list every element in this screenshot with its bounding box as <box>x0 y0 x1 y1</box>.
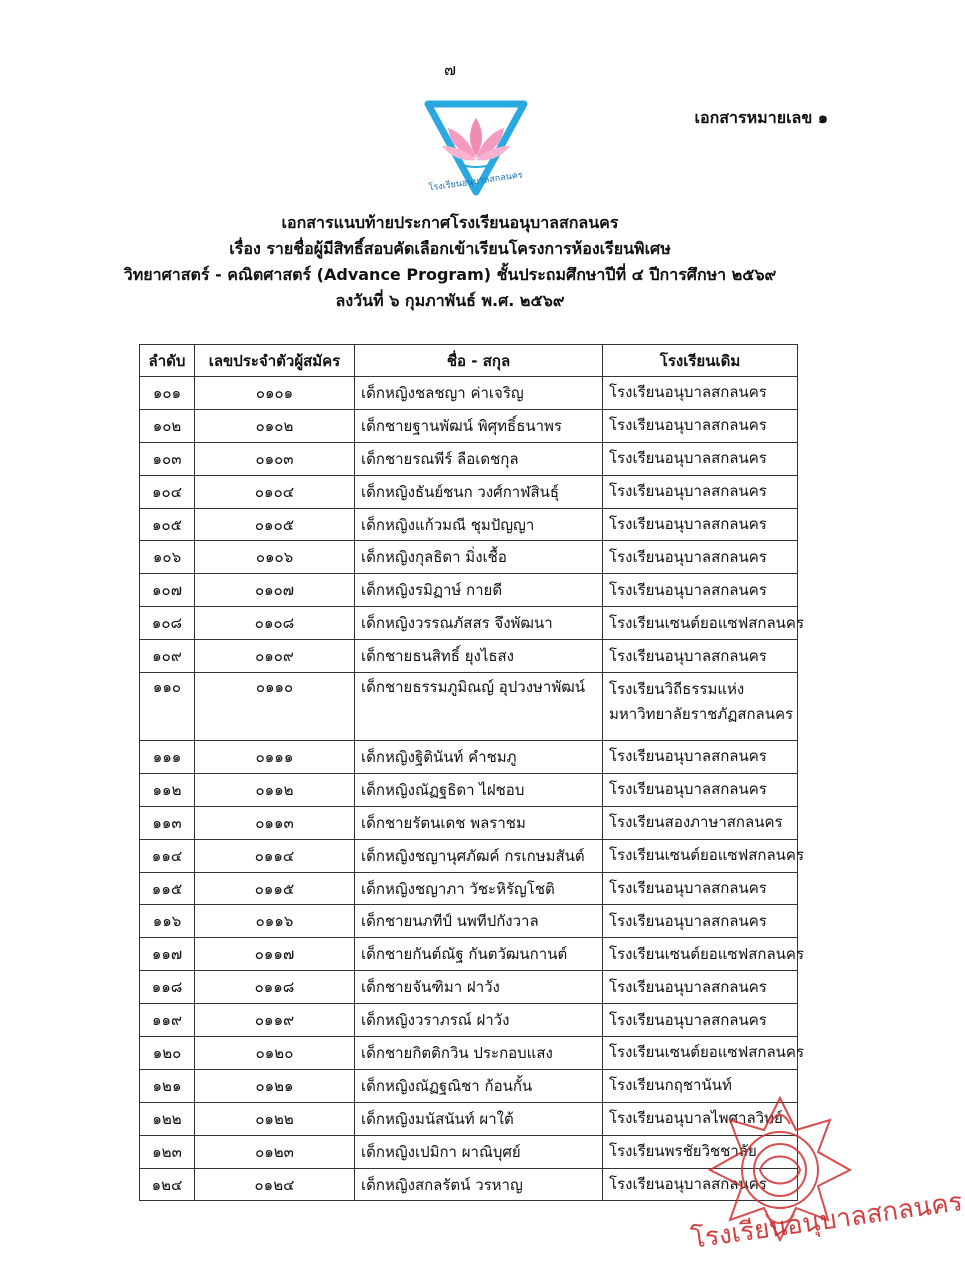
previous-school-cell <box>603 574 798 607</box>
previous-school-line: โรงเรียนอนุบาลสกลนคร <box>609 515 767 533</box>
order-cell: ๑๑๑ <box>140 741 195 774</box>
applicant-id-cell: ๐๑๐๓ <box>195 442 355 475</box>
school-logo-icon <box>420 100 532 200</box>
table-row <box>140 607 798 640</box>
order-cell: ๑๑๔ <box>140 839 195 872</box>
order-cell: ๑๑๐ <box>140 673 195 741</box>
full-name-cell: เด็กหญิงชญาภา วัชะหิรัญโชติ <box>355 872 603 905</box>
previous-school-line: โรงเรียนอนุบาลสกลนคร <box>609 747 767 766</box>
applicant-id-cell: ๐๑๒๒ <box>195 1102 355 1135</box>
previous-school-line: โรงเรียนเซนต์ยอแซฟสกลนคร <box>609 944 805 963</box>
full-name-cell: เด็กชายกันต์ณัฐ กันตวัฒนกานต์ <box>355 938 603 971</box>
table-row <box>140 773 798 806</box>
applicant-id-cell: ๐๑๑๖ <box>195 905 355 938</box>
full-name-cell: เด็กหญิงแก้วมณี ชุมปัญญา <box>355 508 603 541</box>
table-row <box>140 442 798 475</box>
order-cell: ๑๒๑ <box>140 1069 195 1102</box>
full-name-cell: เด็กหญิงเปมิกา ผาณิบุศย์ <box>355 1135 603 1168</box>
order-cell: ๑๐๓ <box>140 442 195 475</box>
order-cell: ๑๐๙ <box>140 640 195 673</box>
document-heading <box>0 210 900 314</box>
full-name-cell: เด็กหญิงณัฏฐณิชา ก้อนกั้น <box>355 1069 603 1102</box>
previous-school-cell <box>603 872 798 905</box>
heading-line-4: ลงวันที่ ๖ กุมภาพันธ์ พ.ศ. ๒๕๖๙ <box>335 291 565 310</box>
applicant-id-cell: ๐๑๐๗ <box>195 574 355 607</box>
page-number: ๗ <box>443 60 457 79</box>
full-name-cell: เด็กหญิงชลชญา ค่าเจริญ <box>355 377 603 410</box>
previous-school-line: โรงเรียนอนุบาลสกลนคร <box>609 879 767 898</box>
order-cell: ๑๐๕ <box>140 508 195 541</box>
order-cell: ๑๑๕ <box>140 872 195 905</box>
previous-school-cell <box>603 806 798 839</box>
previous-school-cell <box>603 1004 798 1037</box>
table-row <box>140 839 798 872</box>
previous-school-line: โรงเรียนอนุบาลสกลนคร <box>609 1175 767 1194</box>
full-name-cell: เด็กชายธนสิทธิ์ ยุงไธสง <box>355 640 603 673</box>
table-row <box>140 541 798 574</box>
heading-line-3: วิทยาศาสตร์ - คณิตศาสตร์ (Advance Program) ชั้นประถมศึกษาปีที่ ๔ ปีการศึกษา ๒๕๖๙ <box>123 265 777 284</box>
applicant-id-cell: ๐๑๒๓ <box>195 1135 355 1168</box>
document-number: เอกสารหมายเลข ๑ <box>694 108 828 127</box>
previous-school-line: โรงเรียนอนุบาลสกลนคร <box>609 977 767 996</box>
table-row <box>140 1168 798 1201</box>
order-cell: ๑๒๒ <box>140 1102 195 1135</box>
applicant-id-cell: ๐๑๑๙ <box>195 1004 355 1037</box>
applicant-id-cell: ๐๑๐๒ <box>195 409 355 442</box>
table-row <box>140 806 798 839</box>
applicant-id-cell: ๐๑๐๙ <box>195 640 355 673</box>
order-cell: ๑๒๐ <box>140 1037 195 1070</box>
order-cell: ๑๑๓ <box>140 806 195 839</box>
order-cell: ๑๐๒ <box>140 409 195 442</box>
previous-school-line: โรงเรียนกฤชานันท์ <box>609 1076 732 1095</box>
order-cell: ๑๐๖ <box>140 541 195 574</box>
full-name-cell: เด็กหญิงฐิตินันท์ คำชมภู <box>355 741 603 774</box>
header-full-name: ชื่อ - สกุล <box>355 345 603 377</box>
previous-school-cell <box>603 905 798 938</box>
previous-school-cell <box>603 938 805 971</box>
previous-school-cell <box>603 971 798 1004</box>
full-name-cell: เด็กหญิงวราภรณ์ ฝาวัง <box>355 1004 603 1037</box>
table-row <box>140 1102 798 1135</box>
previous-school-cell <box>603 475 798 508</box>
order-cell: ๑๐๔ <box>140 475 195 508</box>
header-previous-school: โรงเรียนเดิม <box>603 345 798 377</box>
order-cell: ๑๐๑ <box>140 377 195 410</box>
applicant-id-cell: ๐๑๐๖ <box>195 541 355 574</box>
applicant-id-cell: ๐๑๒๐ <box>195 1037 355 1070</box>
applicant-id-cell: ๐๑๑๕ <box>195 872 355 905</box>
order-cell: ๑๑๒ <box>140 773 195 806</box>
table-row <box>140 1004 798 1037</box>
applicant-id-cell: ๐๑๒๑ <box>195 1069 355 1102</box>
header-order: ลำดับ <box>140 345 195 377</box>
table-row <box>140 905 798 938</box>
full-name-cell: เด็กชายกิตติกวิน ประกอบแสง <box>355 1037 603 1070</box>
applicant-id-cell: ๐๑๑๑ <box>195 741 355 774</box>
table-header-row <box>140 345 798 377</box>
previous-school-cell <box>603 1037 805 1070</box>
logo-caption: โรงเรียนอนุบาลสกลนคร <box>428 170 524 194</box>
previous-school-cell <box>603 839 805 872</box>
previous-school-cell <box>603 442 798 475</box>
previous-school-line: โรงเรียนอนุบาลสกลนคร <box>609 449 767 468</box>
full-name-cell: เด็กชายรัตนเดช พลราชม <box>355 806 603 839</box>
applicant-id-cell: ๐๑๐๕ <box>195 508 355 541</box>
previous-school-line: โรงเรียนเซนต์ยอแซฟสกลนคร <box>609 846 805 865</box>
previous-school-cell <box>603 409 798 442</box>
order-cell: ๑๐๗ <box>140 574 195 607</box>
table-row <box>140 574 798 607</box>
applicant-id-cell: ๐๑๐๘ <box>195 607 355 640</box>
full-name-cell: เด็กหญิงธันย์ชนก วงศ์กาฬสินธุ์ <box>355 475 603 508</box>
table-row <box>140 872 798 905</box>
header-applicant-id: เลขประจำตัวผู้สมัคร <box>195 345 355 377</box>
order-cell: ๑๐๘ <box>140 607 195 640</box>
table-row <box>140 938 798 971</box>
applicant-id-cell: ๐๑๐๔ <box>195 475 355 508</box>
previous-school-cell <box>603 541 798 574</box>
order-cell: ๑๑๗ <box>140 938 195 971</box>
full-name-cell: เด็กชายจันฑิมา ฝาวัง <box>355 971 603 1004</box>
previous-school-line: โรงเรียนอนุบาลสกลนคร <box>609 911 767 930</box>
applicant-id-cell: ๐๑๑๒ <box>195 773 355 806</box>
previous-school-cell <box>603 607 805 640</box>
previous-school-line: โรงเรียนอนุบาลสกลนคร <box>609 646 767 665</box>
applicant-id-cell: ๐๑๑๓ <box>195 806 355 839</box>
candidate-table <box>139 344 805 1201</box>
previous-school-cell <box>603 773 798 806</box>
previous-school-cell <box>603 640 798 673</box>
table-row <box>140 673 798 741</box>
order-cell: ๑๒๓ <box>140 1135 195 1168</box>
order-cell: ๑๑๖ <box>140 905 195 938</box>
full-name-cell: เด็กหญิงมนัสนันท์ ผาใต้ <box>355 1102 603 1135</box>
order-cell: ๑๑๙ <box>140 1004 195 1037</box>
previous-school-line: โรงเรียนอนุบาลสกลนคร <box>609 580 767 599</box>
applicant-id-cell: ๐๑๑๐ <box>195 673 355 741</box>
previous-school-cell <box>603 741 798 774</box>
full-name-cell: เด็กชายฐานพัฒน์ พิศุทธิ์ธนาพร <box>355 409 603 442</box>
full-name-cell: เด็กหญิงกุลธิดา มิ่งเชื้อ <box>355 541 603 574</box>
seal-caption: โรงเรียนอนุบาลสกลนคร <box>689 1187 965 1255</box>
applicant-id-cell: ๐๑๒๔ <box>195 1168 355 1201</box>
full-name-cell: เด็กหญิงสกลรัตน์ วรหาญ <box>355 1168 603 1201</box>
applicant-id-cell: ๐๑๐๑ <box>195 377 355 410</box>
full-name-cell: เด็กชายนภทีป์ นพทีปกังวาล <box>355 905 603 938</box>
previous-school-line: โรงเรียนอนุบาลสกลนคร <box>609 1010 767 1029</box>
full-name-cell: เด็กหญิงชญานุศภัฒค์ กรเกษมสันต์ <box>355 839 603 872</box>
previous-school-line: โรงเรียนพรชัยวิชชาลัย <box>609 1142 757 1161</box>
full-name-cell: เด็กหญิงวรรณภัสสร จึงพัฒนา <box>355 607 603 640</box>
previous-school-line: โรงเรียนสองภาษาสกลนคร <box>609 813 783 832</box>
previous-school-line: โรงเรียนอนุบาลสกลนคร <box>609 482 767 501</box>
table-row <box>140 475 798 508</box>
heading-line-1: เอกสารแนบท้ายประกาศโรงเรียนอนุบาลสกลนคร <box>281 213 619 232</box>
full-name-cell: เด็กชายธรรมภูมิณญ์ อุปวงษาพัฒน์ <box>355 673 603 741</box>
applicant-id-cell: ๐๑๑๘ <box>195 971 355 1004</box>
previous-school-line: โรงเรียนอนุบาลสกลนคร <box>609 547 767 566</box>
previous-school-line: โรงเรียนวิถีธรรมแห่ง <box>609 680 745 699</box>
table-row <box>140 971 798 1004</box>
previous-school-cell <box>603 377 798 410</box>
previous-school-line: โรงเรียนอนุบาลสกลนคร <box>609 780 767 799</box>
previous-school-line: โรงเรียนอนุบาลสกลนคร <box>609 383 767 402</box>
previous-school-line: โรงเรียนเซนต์ยอแซฟสกลนคร <box>609 613 805 632</box>
heading-line-2: เรื่อง รายชื่อผู้มีสิทธิ์สอบคัดเลือกเข้าเรียนโครงการห้องเรียนพิเศษ <box>229 239 671 258</box>
order-cell: ๑๒๔ <box>140 1168 195 1201</box>
previous-school-line: โรงเรียนอนุบาลไพศาลวิทย์ <box>609 1109 783 1128</box>
table-row <box>140 640 798 673</box>
order-cell: ๑๑๘ <box>140 971 195 1004</box>
full-name-cell: เด็กหญิงรมิฏาษ์ กายดี <box>355 574 603 607</box>
previous-school-cell <box>603 673 798 741</box>
table-row <box>140 409 798 442</box>
table-row <box>140 508 798 541</box>
previous-school-line: โรงเรียนอนุบาลสกลนคร <box>609 416 767 435</box>
full-name-cell: เด็กชายรณพีร์ ลือเดชกุล <box>355 442 603 475</box>
previous-school-line: โรงเรียนเซนต์ยอแซฟสกลนคร <box>609 1043 805 1062</box>
table-row <box>140 1037 798 1070</box>
full-name-cell: เด็กหญิงณัฏฐธิดา ไฝชอบ <box>355 773 603 806</box>
previous-school-line-2: มหาวิทยาลัยราชภัฏสกลนคร <box>609 705 794 724</box>
table-row <box>140 741 798 774</box>
previous-school-cell <box>603 508 798 541</box>
applicant-id-cell: ๐๑๑๔ <box>195 839 355 872</box>
applicant-id-cell: ๐๑๑๗ <box>195 938 355 971</box>
table-row <box>140 1069 798 1102</box>
table-row <box>140 1135 798 1168</box>
table-row <box>140 377 798 410</box>
